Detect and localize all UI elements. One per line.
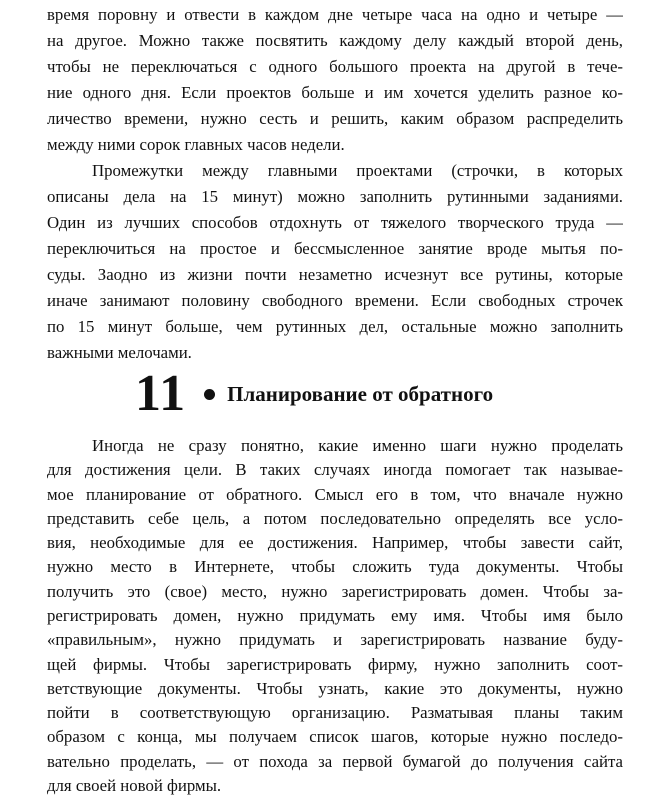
text-line: вательно проделать, — от похода за первой бумагой до получения сайта (47, 752, 623, 771)
text-line: «правильным», нужно придумать и зарегистрировать название буду- (47, 630, 623, 649)
text-line: для своей новой фирмы. (47, 776, 222, 795)
text-line: ветствующие документы. Чтобы узнать, какие это документы, нужно (47, 679, 623, 698)
chapter-number: 11 (135, 365, 187, 422)
chapter-heading (135, 366, 493, 422)
text-line: образом с конца, мы получаем список шагов, которые нужно последо- (47, 727, 623, 746)
text-line: представить себе цель, а потом последовательно определять все усло- (47, 509, 623, 528)
text-line: время поровну и отвести в каждом дне четыре часа на одно и четыре — (47, 5, 623, 24)
text-line: важными мелочами. (47, 343, 192, 362)
text-line: описаны дела на 15 минут) можно заполнить рутинными заданиями. (47, 187, 623, 206)
text-line: регистрировать домен, нужно придумать ему имя. Чтобы имя было (47, 606, 623, 625)
bullet-icon (204, 389, 215, 400)
text-line: Иногда не сразу понятно, какие именно шаги нужно проделать (92, 436, 623, 455)
text-line: Один из лучших способов отдохнуть от тяжелого творческого труда — (47, 213, 623, 232)
text-line: суды. Заодно из жизни почти незаметно исчезнут все рутины, которые (47, 265, 623, 284)
text-line: для достижения цели. В таких случаях иногда помогает так называе- (47, 460, 623, 479)
text-line: чтобы не переключаться с одного большого проекта на другой в тече- (47, 57, 623, 76)
text-line: по 15 минут больше, чем рутинных дел, остальные можно заполнить (47, 317, 623, 336)
text-line: щей фирмы. Чтобы зарегистрировать фирму, нужно заполнить соот- (47, 655, 623, 674)
text-line: между ними сорок главных часов недели. (47, 135, 345, 154)
text-line: мое планирование от обратного. Смысл его в том, что вначале нужно (47, 485, 623, 504)
text-line: ние одного дня. Если проектов больше и им хочется уделить разное ко- (47, 83, 623, 102)
text-line: нужно место в Интернете, чтобы сложить туда документы. Чтобы (47, 557, 623, 576)
text-line: иначе занимают половину свободного времени. Если свободных строчек (47, 291, 623, 310)
text-line: получить это (свое) место, нужно зарегистрировать домен. Чтобы за- (47, 582, 623, 601)
chapter-title: Планирование от обратного (227, 381, 494, 406)
text-line: личество времени, нужно сесть и решить, каким образом распределить (47, 109, 623, 128)
text-line: Промежутки между главными проектами (строчки, в которых (92, 161, 623, 180)
text-line: вия, необходимые для ее достижения. Например, чтобы завести сайт, (47, 533, 623, 552)
text-line: пойти в соответствующую организацию. Разматывая планы таким (47, 703, 623, 722)
text-line: на другое. Можно также посвятить каждому делу каждый второй день, (47, 31, 623, 50)
text-line: переключиться на простое и бессмысленное занятие вроде мытья по- (47, 239, 623, 258)
